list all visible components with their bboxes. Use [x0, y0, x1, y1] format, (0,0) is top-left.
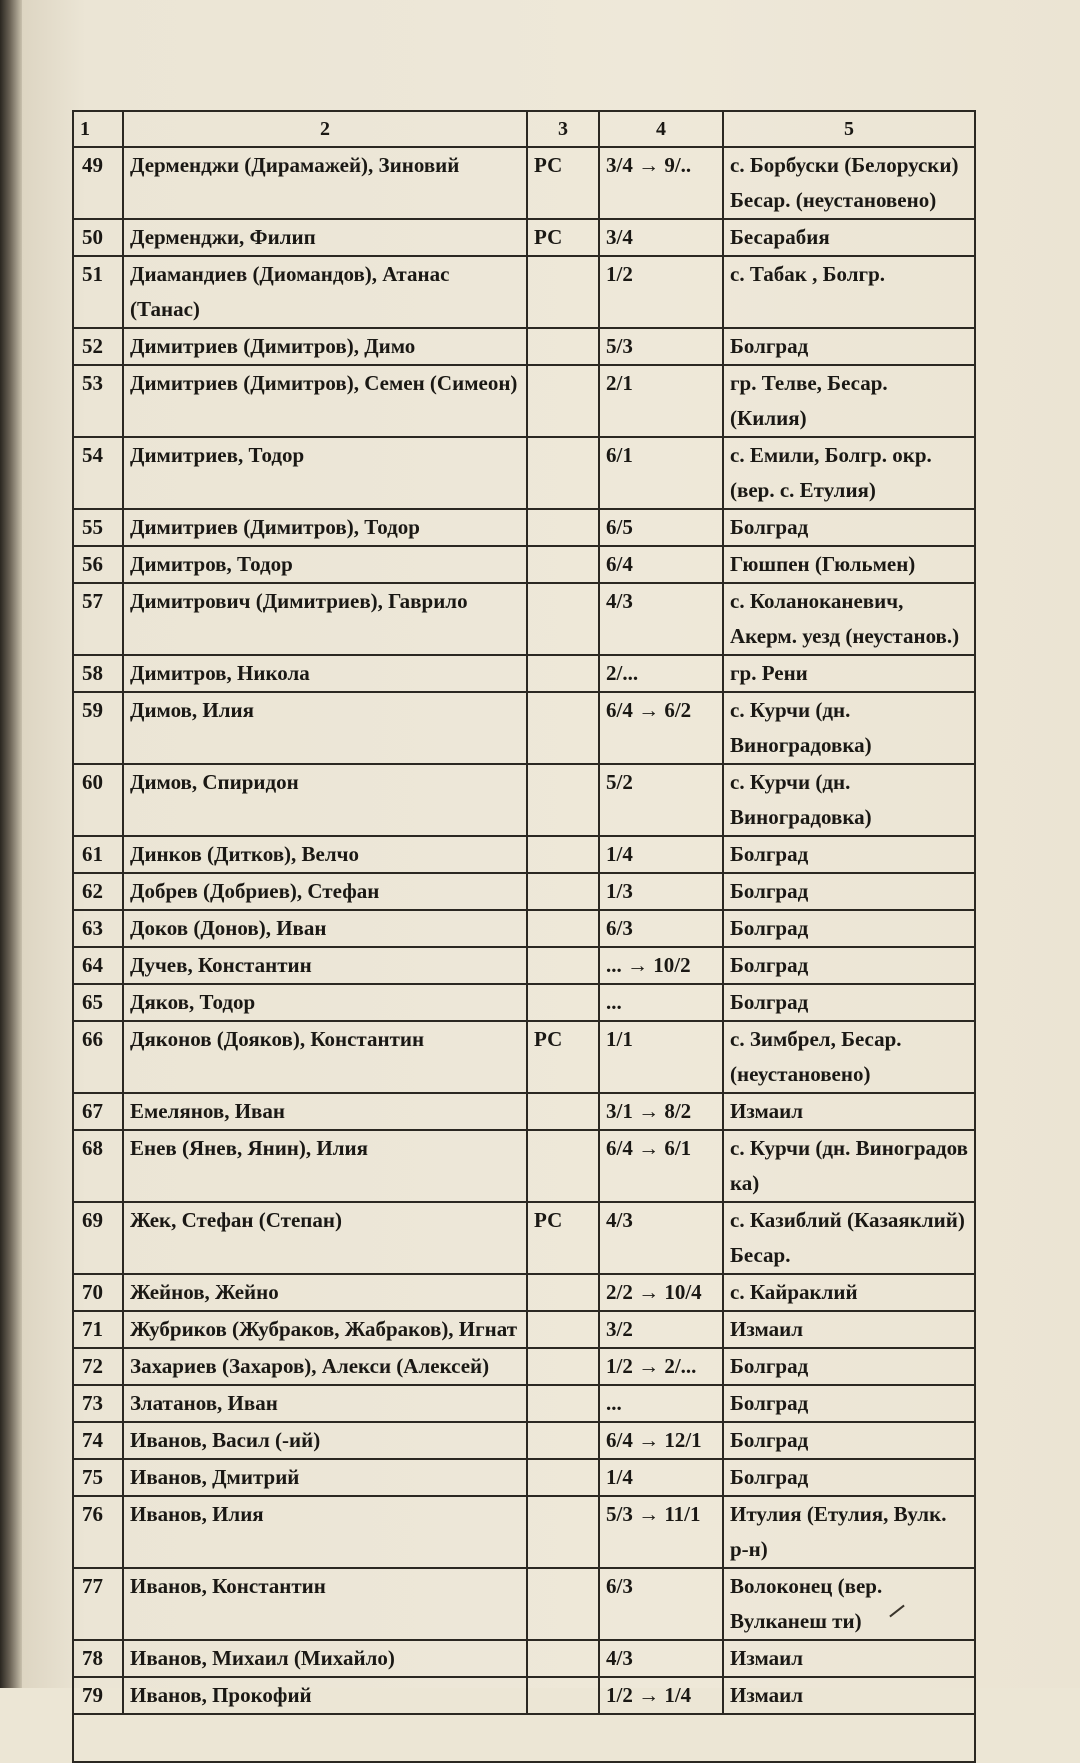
header-row: [73, 111, 975, 147]
cell-name: Иванов, Прокофий: [123, 1677, 527, 1714]
table-row: [73, 1021, 975, 1093]
cell-name: Димитриев (Димитров), Димо: [123, 328, 527, 365]
cell-col5: Измаил: [723, 1311, 975, 1348]
cell-col5: с. Курчи (дн. Виноградов ка): [723, 1130, 975, 1202]
table-row: [73, 1422, 975, 1459]
cell-col5: Болград: [723, 984, 975, 1021]
cell-col4: 3/4: [599, 219, 723, 256]
cell-col3: [527, 692, 599, 764]
cell-col5: с. Емили, Болгр. окр. (вер. с. Етулия): [723, 437, 975, 509]
cell-col5: Болград: [723, 947, 975, 984]
cell-col5: гр. Телве, Бесар. (Килия): [723, 365, 975, 437]
cell-col3: [527, 873, 599, 910]
table-row: [73, 1496, 975, 1568]
header-col-1: 1: [73, 111, 123, 147]
cell-col3: [527, 546, 599, 583]
cell-col5: Болград: [723, 328, 975, 365]
cell-col3: [527, 836, 599, 873]
cell-name: Доков (Донов), Иван: [123, 910, 527, 947]
cell-name: Иванов, Михаил (Михайло): [123, 1640, 527, 1677]
cell-col4: 6/1: [599, 437, 723, 509]
cell-name: Златанов, Иван: [123, 1385, 527, 1422]
cell-col4: 6/4 → 6/1: [599, 1130, 723, 1202]
cell-num: 54: [73, 437, 123, 509]
cell-col4: 6/4 → 6/2: [599, 692, 723, 764]
table-row: [73, 1202, 975, 1274]
cell-num: 63: [73, 910, 123, 947]
cell-num: 51: [73, 256, 123, 328]
table-row: [73, 947, 975, 984]
cell-col5: Болград: [723, 509, 975, 546]
table-row: [73, 583, 975, 655]
cell-col5: с. Казиблий (Казаяклий) Бесар.: [723, 1202, 975, 1274]
cell-num: 72: [73, 1348, 123, 1385]
cell-num: 50: [73, 219, 123, 256]
cell-col5: с. Зимбрел, Бесар. (неустановено): [723, 1021, 975, 1093]
cell-name: Емелянов, Иван: [123, 1093, 527, 1130]
table-row: [73, 1093, 975, 1130]
cell-col3: [527, 437, 599, 509]
table-row: [73, 655, 975, 692]
cell-num: 77: [73, 1568, 123, 1640]
cell-col3: [527, 583, 599, 655]
cell-name: Дяков, Тодор: [123, 984, 527, 1021]
table-row: [73, 1640, 975, 1677]
cell-num: 75: [73, 1459, 123, 1496]
cell-num: 67: [73, 1093, 123, 1130]
cell-name: Димитриев (Димитров), Тодор: [123, 509, 527, 546]
cell-col4: 6/3: [599, 1568, 723, 1640]
cell-name: Димитров, Никола: [123, 655, 527, 692]
cell-num: 62: [73, 873, 123, 910]
cell-col3: [527, 1677, 599, 1714]
cell-num: 58: [73, 655, 123, 692]
cell-col5: Болград: [723, 1422, 975, 1459]
table-row: [73, 984, 975, 1021]
cell-col4: ...: [599, 1385, 723, 1422]
cell-col3: [527, 764, 599, 836]
cell-col5: Измаил: [723, 1677, 975, 1714]
cell-col4: 3/4 → 9/..: [599, 147, 723, 219]
table-row: [73, 328, 975, 365]
cell-col4: ... → 10/2: [599, 947, 723, 984]
table-body: [73, 147, 975, 1762]
table-row: [73, 365, 975, 437]
table-row: [73, 692, 975, 764]
cell-num: 64: [73, 947, 123, 984]
cell-col5: с. Курчи (дн. Виноградовка): [723, 692, 975, 764]
cell-name: Жек, Стефан (Степан): [123, 1202, 527, 1274]
book-spine-shadow: [0, 0, 22, 1688]
header-col-2: 2: [123, 111, 527, 147]
cell-num: 78: [73, 1640, 123, 1677]
cell-col5: Измаил: [723, 1640, 975, 1677]
cell-col5: Болград: [723, 836, 975, 873]
cell-col3: [527, 328, 599, 365]
cell-col3: [527, 655, 599, 692]
cell-name: Иванов, Васил (-ий): [123, 1422, 527, 1459]
cell-col4: 6/4 → 12/1: [599, 1422, 723, 1459]
cell-num: 79: [73, 1677, 123, 1714]
table-row: [73, 147, 975, 219]
cell-num: 60: [73, 764, 123, 836]
cell-name: Дучев, Константин: [123, 947, 527, 984]
cell-num: 76: [73, 1496, 123, 1568]
cell-col4: 2/1: [599, 365, 723, 437]
cell-col3: [527, 1568, 599, 1640]
cell-col3: [527, 509, 599, 546]
cell-col5: Болград: [723, 873, 975, 910]
table-row: [73, 764, 975, 836]
cell-col3: [527, 1348, 599, 1385]
cell-col4: ...: [599, 984, 723, 1021]
cell-col4: 1/2 → 1/4: [599, 1677, 723, 1714]
cell-num: 59: [73, 692, 123, 764]
cell-col4: 1/4: [599, 1459, 723, 1496]
cell-col4: 1/1: [599, 1021, 723, 1093]
cell-name: Иванов, Константин: [123, 1568, 527, 1640]
cell-col4: 4/3: [599, 1202, 723, 1274]
cell-col3: [527, 1459, 599, 1496]
cell-name: Жейнов, Жейно: [123, 1274, 527, 1311]
cell-col4: 1/2 → 2/...: [599, 1348, 723, 1385]
cell-name: Диамандиев (Диомандов), Атанас (Танас): [123, 256, 527, 328]
cell-name: Димов, Илия: [123, 692, 527, 764]
cell-col3: РС: [527, 1202, 599, 1274]
table-row: [73, 873, 975, 910]
cell-num: 53: [73, 365, 123, 437]
cell-col3: [527, 984, 599, 1021]
cell-col4: 3/1 → 8/2: [599, 1093, 723, 1130]
cell-col3: РС: [527, 147, 599, 219]
table-tail: [73, 1714, 975, 1762]
cell-num: 57: [73, 583, 123, 655]
table-row: [73, 1311, 975, 1348]
cell-col4: 5/3 → 11/1: [599, 1496, 723, 1568]
cell-col4: 6/4: [599, 546, 723, 583]
table-row: [73, 1677, 975, 1714]
cell-col3: [527, 256, 599, 328]
cell-col4: 3/2: [599, 1311, 723, 1348]
table-row: [73, 836, 975, 873]
cell-col4: 6/5: [599, 509, 723, 546]
cell-name: Дерменджи, Филип: [123, 219, 527, 256]
table-row: [73, 437, 975, 509]
header-col-4: 4: [599, 111, 723, 147]
cell-name: Добрев (Добриев), Стефан: [123, 873, 527, 910]
table-row: [73, 910, 975, 947]
cell-col5: с. Курчи (дн. Виноградовка): [723, 764, 975, 836]
cell-num: 74: [73, 1422, 123, 1459]
cell-col4: 1/2: [599, 256, 723, 328]
cell-name: Енев (Янев, Янин), Илия: [123, 1130, 527, 1202]
cell-num: 65: [73, 984, 123, 1021]
cell-num: 73: [73, 1385, 123, 1422]
table-row: [73, 1459, 975, 1496]
cell-col3: [527, 1385, 599, 1422]
cell-num: 61: [73, 836, 123, 873]
cell-num: 66: [73, 1021, 123, 1093]
header-col-3: 3: [527, 111, 599, 147]
cell-col5: Итулия (Етулия, Вулк. р-н): [723, 1496, 975, 1568]
table-row: [73, 1568, 975, 1640]
cell-col3: [527, 910, 599, 947]
cell-col5: гр. Рени: [723, 655, 975, 692]
cell-col5: с. Борбуски (Белоруски) Бесар. (неустановено): [723, 147, 975, 219]
cell-col5: Болград: [723, 1459, 975, 1496]
table-row: [73, 1130, 975, 1202]
cell-col5: Болград: [723, 1385, 975, 1422]
cell-name: Димитрович (Димитриев), Гаврило: [123, 583, 527, 655]
cell-col3: [527, 947, 599, 984]
cell-name: Димов, Спиридон: [123, 764, 527, 836]
cell-col3: [527, 1311, 599, 1348]
cell-num: 55: [73, 509, 123, 546]
cell-col4: 1/4: [599, 836, 723, 873]
cell-col4: 2/...: [599, 655, 723, 692]
cell-name: Димитриев (Димитров), Семен (Симеон): [123, 365, 527, 437]
cell-col3: [527, 1130, 599, 1202]
table-row: [73, 219, 975, 256]
cell-name: Иванов, Дмитрий: [123, 1459, 527, 1496]
register-table: [72, 110, 976, 1763]
table-row: [73, 1348, 975, 1385]
cell-col3: [527, 1640, 599, 1677]
cell-col4: 5/3: [599, 328, 723, 365]
cell-col5: Болград: [723, 910, 975, 947]
cell-col3: [527, 1274, 599, 1311]
cell-col4: 2/2 → 10/4: [599, 1274, 723, 1311]
cell-num: 52: [73, 328, 123, 365]
cell-col5: с. Кайраклий: [723, 1274, 975, 1311]
cell-num: 71: [73, 1311, 123, 1348]
cell-col4: 1/3: [599, 873, 723, 910]
cell-col5: Волоконец (вер. Вулканеш ти): [723, 1568, 975, 1640]
cell-col5: с. Табак , Болгр.: [723, 256, 975, 328]
cell-col3: РС: [527, 1021, 599, 1093]
cell-name: Захариев (Захаров), Алекси (Алексей): [123, 1348, 527, 1385]
cell-col5: Бесарабия: [723, 219, 975, 256]
cell-col3: [527, 1496, 599, 1568]
cell-name: Димитров, Тодор: [123, 546, 527, 583]
cell-col4: 5/2: [599, 764, 723, 836]
cell-col3: [527, 1093, 599, 1130]
table-row: [73, 1274, 975, 1311]
cell-col3: [527, 1422, 599, 1459]
cell-name: Иванов, Илия: [123, 1496, 527, 1568]
cell-name: Жубриков (Жубраков, Жабраков), Игнат: [123, 1311, 527, 1348]
cell-col5: с. Коланоканевич, Акерм. уезд (неустанов.): [723, 583, 975, 655]
cell-name: Димитриев, Тодор: [123, 437, 527, 509]
table-row: [73, 1385, 975, 1422]
table-row: [73, 509, 975, 546]
cell-col5: Измаил: [723, 1093, 975, 1130]
cell-col4: 4/3: [599, 583, 723, 655]
cell-col4: 4/3: [599, 1640, 723, 1677]
cell-col5: Болград: [723, 1348, 975, 1385]
cell-num: 69: [73, 1202, 123, 1274]
header-col-5: 5: [723, 111, 975, 147]
cell-num: 56: [73, 546, 123, 583]
cell-num: 68: [73, 1130, 123, 1202]
table-row: [73, 546, 975, 583]
cell-num: 70: [73, 1274, 123, 1311]
cell-num: 49: [73, 147, 123, 219]
cell-col5: Гюшпен (Гюльмен): [723, 546, 975, 583]
cell-col4: 6/3: [599, 910, 723, 947]
cell-col3: [527, 365, 599, 437]
cell-name: Дяконов (Дояков), Константин: [123, 1021, 527, 1093]
cell-col3: РС: [527, 219, 599, 256]
cell-name: Дерменджи (Дирамажей), Зиновий: [123, 147, 527, 219]
table-row: [73, 256, 975, 328]
cell-name: Динков (Дитков), Велчо: [123, 836, 527, 873]
